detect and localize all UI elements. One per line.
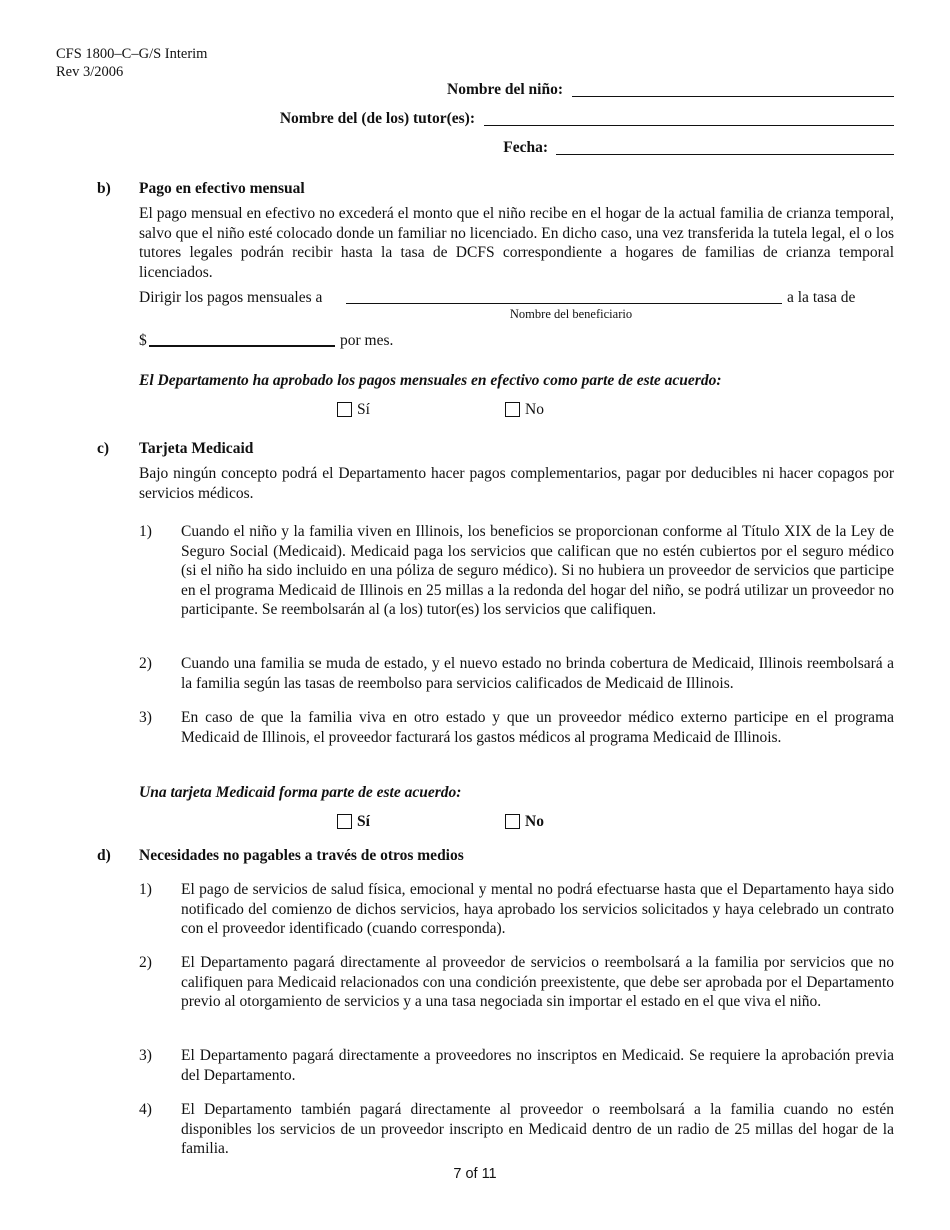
beneficiary-caption: Nombre del beneficiario — [509, 307, 633, 321]
page-number: 7 of 11 — [453, 1166, 497, 1182]
form-code: CFS 1800–C–G/S Interim — [56, 46, 208, 62]
date-field[interactable] — [556, 154, 894, 155]
section-d-item-2-number: 2) — [139, 954, 152, 971]
section-c-paragraph: Bajo ningún concepto podrá el Departamento hacer pagos complementarios, pagar por deducibles ni hacer copagos por servicios médicos. — [139, 465, 894, 502]
beneficiary-name-field[interactable] — [346, 303, 782, 304]
date-label: Fecha: — [503, 139, 548, 156]
section-d-item-1-text: El pago de servicios de salud física, emocional y mental no podrá efectuarse hasta que el Departamento haya sido notificado del comienzo de dichos servicios, haya aprobado los servicios solicitados y haya celebrado un contrato con el proveedor identificado (cuando corresponda). — [181, 881, 894, 938]
section-d-letter: d) — [97, 847, 111, 864]
monthly-amount-field[interactable] — [149, 345, 335, 347]
medicaid-card-yes-label: Sí — [357, 813, 370, 830]
direct-payments-label: Dirigir los pagos mensuales a — [139, 289, 323, 306]
dollar-sign: $ — [139, 332, 147, 349]
medicaid-card-yes-checkbox[interactable] — [337, 814, 352, 829]
section-b-title: Pago en efectivo mensual — [139, 180, 305, 197]
cash-approval-no-checkbox[interactable] — [505, 402, 520, 417]
section-b-letter: b) — [97, 180, 111, 197]
section-d-item-2-text: El Departamento pagará directamente al proveedor de servicios o reembolsará a la familia por servicios que no califiquen para Medicaid relacionados con una condición preexistente, que debe ser aprobada por el Departamento previo al otorgamiento de servicios y a una tasa negociada sin importar el estado en el que viva el niño. — [181, 954, 894, 1011]
section-b-paragraph: El pago mensual en efectivo no excederá el monto que el niño recibe en el hogar de la actual familia de crianza temporal, salvo que el niño esté colocado donde un familiar no licenciado. En dicho caso, una vez transferida la tutela legal, el o los tutores legales podrán recibir hasta la tasa de DCFS correspondiente a hogares de familias de crianza temporal licenciados. — [139, 205, 894, 281]
per-month-label: por mes. — [340, 332, 394, 349]
cash-approval-no-label: No — [525, 401, 544, 418]
cash-approval-yes — [337, 400, 370, 420]
section-d-title: Necesidades no pagables a través de otros medios — [139, 847, 464, 864]
form-identifier — [56, 45, 207, 81]
child-name-label: Nombre del niño: — [447, 81, 563, 98]
section-c-title: Tarjeta Medicaid — [139, 440, 254, 457]
section-c-item-3-number: 3) — [139, 709, 152, 726]
medicaid-card-no-label: No — [525, 813, 544, 830]
cash-approval-yes-checkbox[interactable] — [337, 402, 352, 417]
guardian-name-field[interactable] — [484, 125, 894, 126]
medicaid-card-question: Una tarjeta Medicaid forma parte de este acuerdo: — [139, 784, 462, 801]
form-revision: Rev 3/2006 — [56, 64, 124, 80]
section-c-item-3-text: En caso de que la familia viva en otro estado y que un proveedor médico externo participe en el programa Medicaid de Illinois, el proveedor facturará los gastos médicos al programa Medicaid de Illinois. — [181, 709, 894, 746]
section-c-item-2-text: Cuando una familia se muda de estado, y el nuevo estado no brinda cobertura de Medicaid, Illinois reembolsará a la familia según las tasas de reembolso para servicios calificados de Medicaid de Illinois. — [181, 655, 894, 692]
medicaid-card-no — [505, 812, 544, 832]
section-d-item-4-text: El Departamento también pagará directamente al proveedor o reembolsará a la familia cuando no estén disponibles los servicios de un proveedor inscripto en Medicaid dentro de un radio de 25 millas del hogar de la familia. — [181, 1101, 894, 1158]
cash-approval-question: El Departamento ha aprobado los pagos mensuales en efectivo como parte de este acuerdo: — [139, 372, 722, 389]
section-c-letter: c) — [97, 440, 110, 457]
guardian-name-label: Nombre del (de los) tutor(es): — [279, 110, 475, 127]
section-d-item-1-number: 1) — [139, 881, 152, 898]
section-d-item-3-number: 3) — [139, 1047, 152, 1064]
section-c-item-2-number: 2) — [139, 655, 152, 672]
section-d-item-4-number: 4) — [139, 1101, 152, 1118]
cash-approval-no — [505, 400, 544, 420]
cash-approval-yes-label: Sí — [357, 401, 370, 418]
section-c-item-1-number: 1) — [139, 523, 152, 540]
child-name-field[interactable] — [572, 96, 894, 97]
section-c-item-1-text: Cuando el niño y la familia viven en Illinois, los beneficios se proporcionan conforme al Título XIX de la Ley de Seguro Social (Medicaid). Medicaid paga los servicios que califican que no estén cubiertos por el seguro médico (si el niño ha sido incluido en una póliza de seguro médico). Si no hubiera un proveedor de servicios que participe en el programa Medicaid de Illinois en 25 millas a la redonda del hogar del niño, se podrá utilizar un proveedor no participante. Se reembolsarán al (a los) tutor(es) los servicios que califiquen. — [181, 523, 894, 619]
medicaid-card-no-checkbox[interactable] — [505, 814, 520, 829]
rate-label: a la tasa de — [787, 289, 856, 306]
section-d-item-3-text: El Departamento pagará directamente a proveedores no inscriptos en Medicaid. Se requiere la aprobación previa del Departamento. — [181, 1047, 894, 1084]
medicaid-card-yes — [337, 812, 370, 832]
